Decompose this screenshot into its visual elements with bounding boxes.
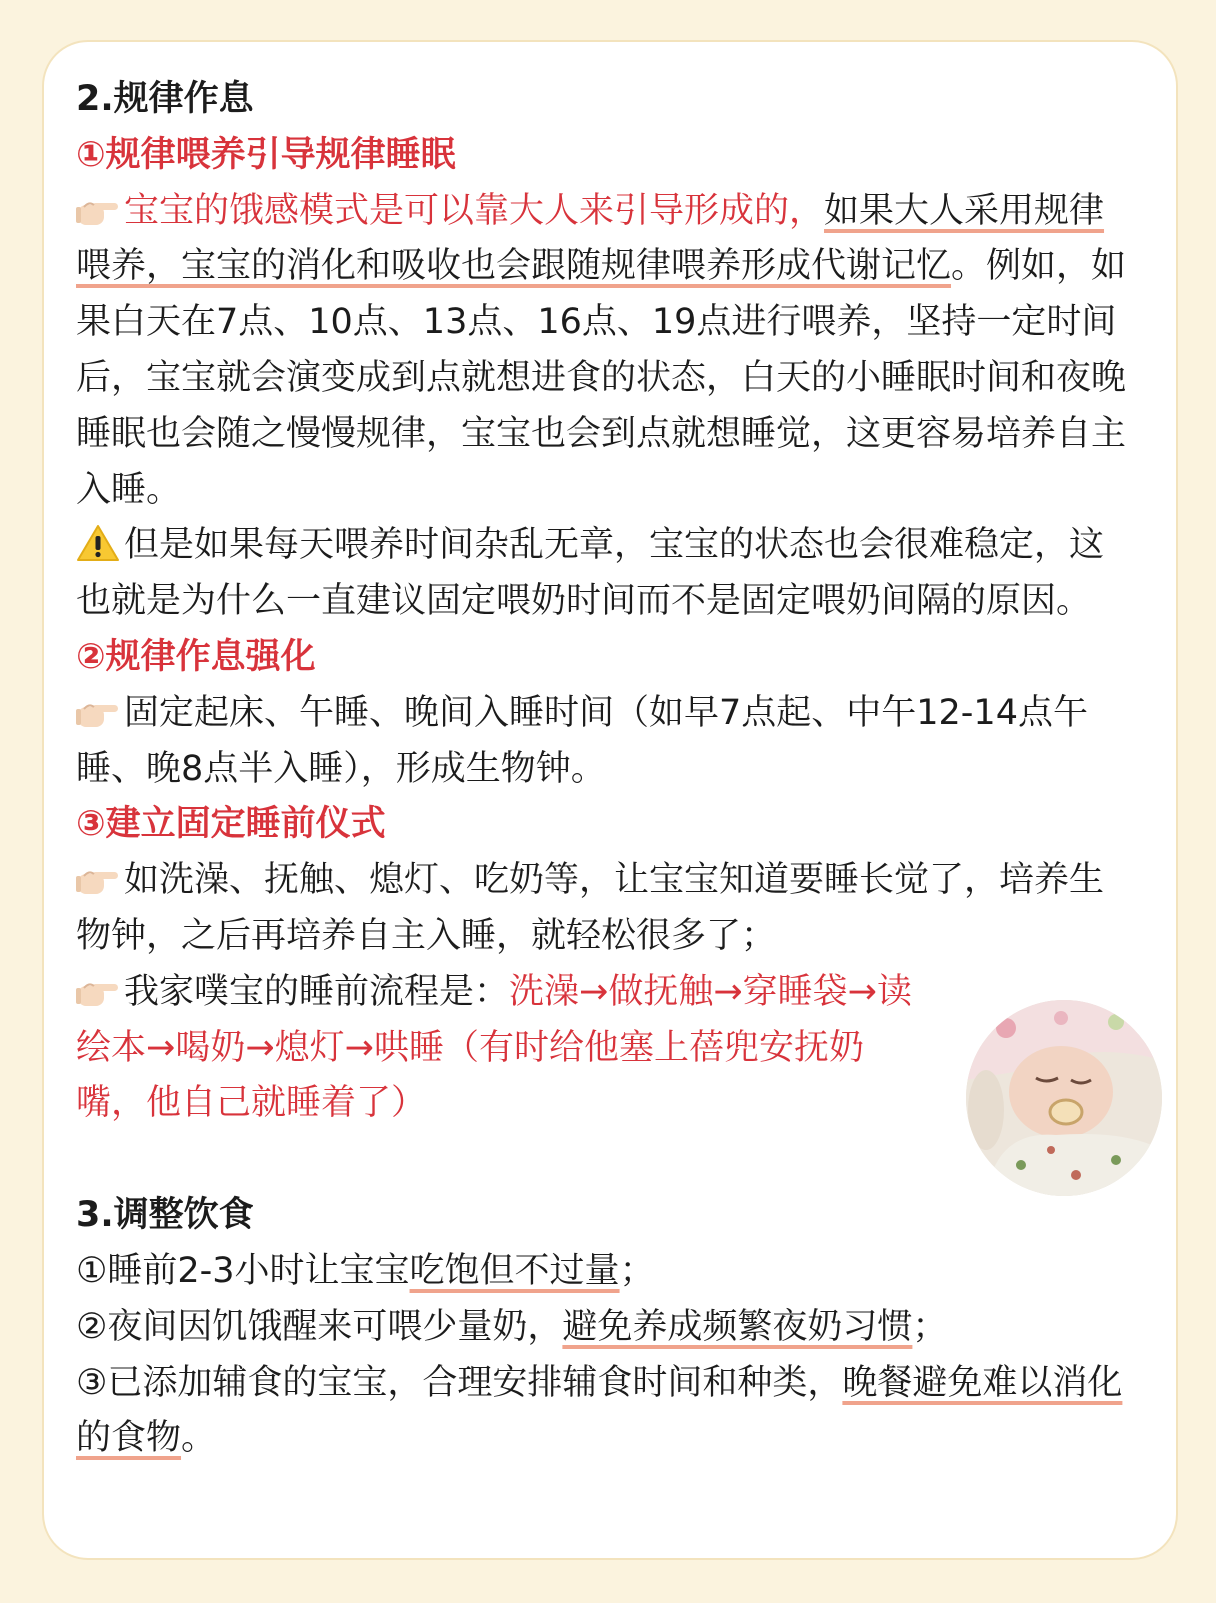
feeding-example-text: 。例如，如果白天在7点、10点、13点、16点、19点进行喂养，坚持一定时间后，宝宝就会演变成到点就想进食的状态，白天的小睡眠时间和夜晚睡眠也会随之慢慢规律，宝宝也会到点就想睡觉，这更容易培养自主入睡。 [76,246,1127,510]
diet-item-1-underline: 吃饱但不过量 [409,1250,620,1291]
section-title-routine: 2.规律作息 [76,79,254,119]
diet-item-3-underline: 晚餐避免难以消化的食物 [76,1362,1123,1459]
subheading-feeding-sleep: ①规律喂养引导规律睡眠 [76,134,456,175]
diet-item-1-text: ①睡前2-3小时让宝宝 [76,1250,410,1291]
irregular-warning-text: 但是如果每天喂养时间杂乱无章，宝宝的状态也会很难稳定，这也就是为什么一直建议固定喂奶时间而不是固定喂奶间隔的原因。 [76,525,1105,622]
subheading-bedtime-ritual: ③建立固定睡前仪式 [76,804,386,845]
diet-item-1 [76,1244,1136,1300]
warning-icon [76,523,120,563]
sleeping-baby-photo [966,1000,1162,1196]
pointing-hand-icon [76,189,120,229]
diet-item-2 [76,1300,1136,1356]
diet-item-3-text: ③已添加辅食的宝宝，合理安排辅食时间和种类， [76,1362,843,1403]
hunger-pattern-highlight: 宝宝的饿感模式是可以靠大人来引导形成的， [124,190,825,231]
pointing-hand-icon [76,858,120,898]
article-content [76,72,1136,1467]
regular-feeding-underline: 如果大人采用规律喂养，宝宝的消化和吸收也会跟随规律喂养形成代谢记忆 [76,190,1105,287]
diet-item-3 [76,1356,1136,1468]
pointing-hand-icon [76,970,120,1010]
paragraph-fixed-times [76,686,1136,798]
diet-item-2-text: ②夜间因饥饿醒来可喂少量奶， [76,1306,563,1347]
pointing-hand-icon [76,691,120,731]
diet-item-3-end: 。 [181,1418,217,1459]
diet-item-2-end: ； [912,1306,948,1347]
paragraph-irregular-warning [76,518,1136,630]
diet-item-1-end: ； [619,1250,655,1291]
fixed-times-text: 固定起床、午睡、晚间入睡时间（如早7点起、中午12-14点午睡、晚8点半入睡），形成生物钟。 [76,692,1088,789]
paragraph-ritual-examples [76,853,1136,965]
paragraph-hunger-pattern [76,184,1136,519]
our-routine-lead: 我家噗宝的睡前流程是： [124,971,510,1012]
subheading-routine-reinforce: ②规律作息强化 [76,636,316,677]
section-title-diet: 3.调整饮食 [76,1195,254,1236]
ritual-examples-text: 如洗澡、抚触、熄灯、吃奶等，让宝宝知道要睡长觉了，培养生物钟，之后再培养自主入睡，就轻松很多了； [76,860,1105,956]
diet-item-2-underline: 避免养成频繁夜奶习惯 [562,1306,913,1347]
routine-steps-highlight: 洗澡→做抚触→穿睡袋→读绘本→喝奶→熄灯→哄睡（有时给他塞上蓓兜安抚奶嘴，他自己就睡着了） [76,971,912,1124]
